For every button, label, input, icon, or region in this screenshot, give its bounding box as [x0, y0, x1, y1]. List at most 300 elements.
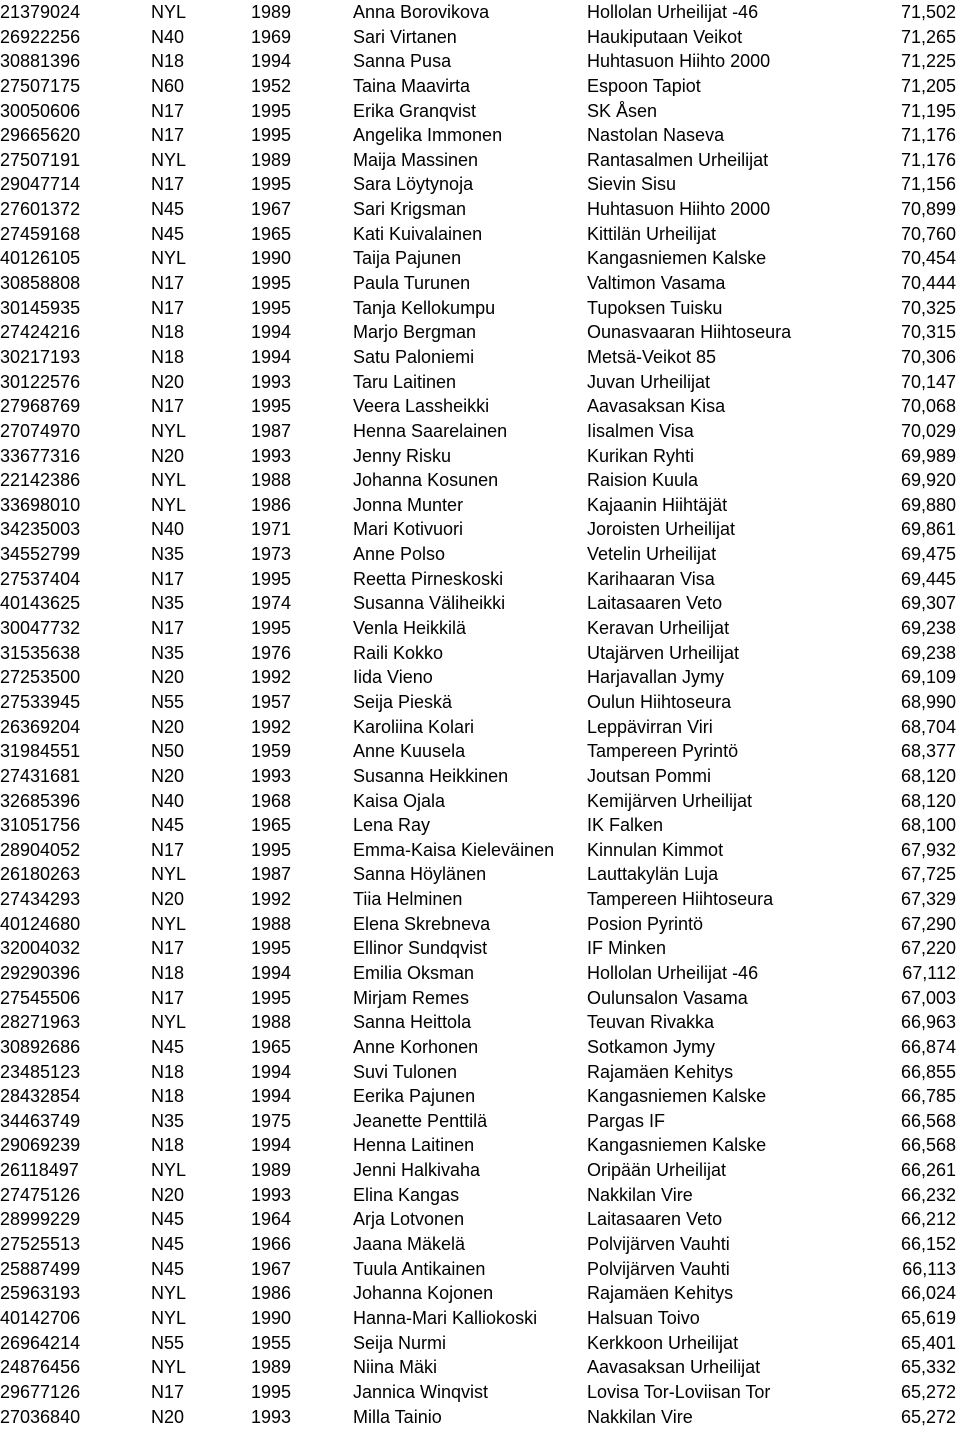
points: 65,272 — [900, 1381, 956, 1402]
club-name: Polvijärven Vauhti — [587, 1234, 730, 1255]
result-row — [0, 1133, 960, 1158]
club-name: Karihaaran Visa — [587, 568, 715, 589]
birth-year: 1995 — [251, 125, 292, 146]
club-name: Oulunsalon Vasama — [587, 987, 748, 1008]
result-row — [0, 986, 960, 1011]
club-name: Teuvan Rivakka — [587, 1012, 715, 1033]
athlete-name: Reetta Pirneskoski — [353, 568, 504, 589]
athlete-name: Jenny Risku — [353, 445, 452, 466]
result-row — [0, 813, 960, 838]
club-name: Iisalmen Visa — [587, 420, 694, 441]
points: 67,329 — [900, 889, 956, 910]
result-row — [0, 271, 960, 296]
points: 66,152 — [900, 1234, 956, 1255]
age-class: NYL — [151, 248, 187, 269]
age-class: N18 — [151, 51, 185, 72]
age-class: N20 — [151, 889, 185, 910]
athlete-name: Seija Nurmi — [353, 1332, 447, 1353]
athlete-name: Henna Saarelainen — [353, 420, 508, 441]
birth-year: 1987 — [251, 864, 292, 885]
member-id: 27434293 — [0, 889, 81, 910]
result-row — [0, 567, 960, 592]
athlete-name: Hanna-Mari Kalliokoski — [353, 1307, 538, 1328]
birth-year: 1976 — [251, 642, 292, 663]
birth-year: 1994 — [251, 322, 292, 343]
age-class: N55 — [151, 691, 185, 712]
age-class: N17 — [151, 396, 185, 417]
athlete-name: Iida Vieno — [353, 667, 433, 688]
age-class: N17 — [151, 125, 185, 146]
club-name: Valtimon Vasama — [587, 273, 726, 294]
club-name: Sievin Sisu — [587, 174, 677, 195]
points: 67,725 — [900, 864, 956, 885]
points: 69,475 — [900, 544, 956, 565]
birth-year: 1965 — [251, 815, 292, 836]
club-name: Oripään Urheilijat — [587, 1160, 727, 1181]
points: 70,306 — [900, 346, 956, 367]
athlete-name: Elena Skrebneva — [353, 913, 491, 934]
athlete-name: Raili Kokko — [353, 642, 444, 663]
club-name: Nastolan Naseva — [587, 125, 725, 146]
age-class: N20 — [151, 1406, 185, 1427]
birth-year: 1993 — [251, 371, 292, 392]
birth-year: 1988 — [251, 470, 292, 491]
athlete-name: Johanna Kojonen — [353, 1283, 494, 1304]
athlete-name: Niina Mäki — [353, 1357, 438, 1378]
age-class: N40 — [151, 26, 185, 47]
club-name: IF Minken — [587, 938, 667, 959]
club-name: Kangasniemen Kalske — [587, 1135, 767, 1156]
member-id: 27459168 — [0, 223, 81, 244]
athlete-name: Kaisa Ojala — [353, 790, 446, 811]
member-id: 40126105 — [0, 248, 81, 269]
points: 70,315 — [900, 322, 956, 343]
age-class: N17 — [151, 100, 185, 121]
points: 66,113 — [902, 1258, 956, 1279]
points: 68,100 — [900, 815, 956, 836]
member-id: 28432854 — [0, 1086, 81, 1107]
points: 71,502 — [900, 2, 956, 22]
points: 67,932 — [900, 839, 956, 860]
age-class: NYL — [151, 913, 187, 934]
club-name: Hollolan Urheilijat -46 — [587, 962, 759, 983]
result-row — [0, 25, 960, 50]
age-class: N55 — [151, 1332, 185, 1353]
athlete-name: Ellinor Sundqvist — [353, 938, 488, 959]
age-class: NYL — [151, 1307, 187, 1328]
points: 66,568 — [900, 1135, 956, 1156]
member-id: 27507191 — [0, 149, 81, 170]
age-class: N40 — [151, 790, 185, 811]
club-name: Harjavallan Jymy — [587, 667, 725, 688]
age-class: N45 — [151, 1234, 185, 1255]
points: 69,989 — [900, 445, 956, 466]
member-id: 34235003 — [0, 519, 81, 540]
club-name: Kerkkoon Urheilijat — [587, 1332, 739, 1353]
athlete-name: Milla Tainio — [353, 1406, 442, 1427]
result-row — [0, 616, 960, 641]
club-name: Rajamäen Kehitys — [587, 1283, 734, 1304]
athlete-name: Sanna Pusa — [353, 51, 452, 72]
athlete-name: Anne Korhonen — [353, 1036, 479, 1057]
athlete-name: Anna Borovikova — [353, 2, 490, 22]
age-class: N17 — [151, 618, 185, 639]
points: 69,445 — [900, 568, 956, 589]
member-id: 28904052 — [0, 839, 81, 860]
athlete-name: Susanna Heikkinen — [353, 765, 509, 786]
athlete-name: Eerika Pajunen — [353, 1086, 476, 1107]
points: 66,568 — [900, 1110, 956, 1131]
athlete-name: Emma-Kaisa Kieleväinen — [353, 839, 555, 860]
club-name: Kittilän Urheilijat — [587, 223, 717, 244]
club-name: Huhtasuon Hiihto 2000 — [587, 51, 771, 72]
points: 66,874 — [900, 1036, 956, 1057]
member-id: 30122576 — [0, 371, 81, 392]
member-id: 30858808 — [0, 273, 81, 294]
result-row — [0, 1084, 960, 1109]
result-row — [0, 99, 960, 124]
result-row — [0, 1257, 960, 1282]
club-name: Espoon Tapiot — [587, 75, 701, 96]
age-class: N35 — [151, 593, 185, 614]
birth-year: 1994 — [251, 51, 292, 72]
points: 66,963 — [900, 1012, 956, 1033]
member-id: 25887499 — [0, 1258, 81, 1279]
birth-year: 1995 — [251, 938, 292, 959]
points: 66,785 — [900, 1086, 956, 1107]
points: 71,176 — [900, 149, 956, 170]
age-class: N17 — [151, 839, 185, 860]
result-row — [0, 789, 960, 814]
birth-year: 1993 — [251, 1406, 292, 1427]
birth-year: 1988 — [251, 1012, 292, 1033]
club-name: Nakkilan Vire — [587, 1184, 693, 1205]
points: 71,156 — [900, 174, 956, 195]
member-id: 40124680 — [0, 913, 81, 934]
athlete-name: Anne Kuusela — [353, 741, 466, 762]
result-row — [0, 1405, 960, 1429]
result-row — [0, 517, 960, 542]
athlete-name: Maija Massinen — [353, 149, 479, 170]
points: 65,332 — [900, 1357, 956, 1378]
club-name: Sotkamon Jymy — [587, 1036, 716, 1057]
member-id: 26922256 — [0, 26, 81, 47]
athlete-name: Angelika Immonen — [353, 125, 503, 146]
age-class: N20 — [151, 765, 185, 786]
athlete-name: Jeanette Penttilä — [353, 1110, 488, 1131]
points: 71,195 — [900, 100, 956, 121]
club-name: Kangasniemen Kalske — [587, 1086, 767, 1107]
athlete-name: Marjo Bergman — [353, 322, 477, 343]
member-id: 23485123 — [0, 1061, 81, 1082]
points: 66,232 — [900, 1184, 956, 1205]
birth-year: 1994 — [251, 346, 292, 367]
points: 71,205 — [900, 75, 956, 96]
member-id: 30050606 — [0, 100, 81, 121]
points: 70,068 — [900, 396, 956, 417]
member-id: 21379024 — [0, 2, 81, 22]
age-class: N17 — [151, 568, 185, 589]
club-name: Pargas IF — [587, 1110, 666, 1131]
birth-year: 1966 — [251, 1234, 292, 1255]
result-row — [0, 715, 960, 740]
age-class: N17 — [151, 273, 185, 294]
athlete-name: Jonna Munter — [353, 494, 464, 515]
age-class: N45 — [151, 1036, 185, 1057]
age-class: N20 — [151, 445, 185, 466]
birth-year: 1989 — [251, 1357, 292, 1378]
birth-year: 1965 — [251, 223, 292, 244]
member-id: 26180263 — [0, 864, 81, 885]
club-name: Polvijärven Vauhti — [587, 1258, 730, 1279]
member-id: 27253500 — [0, 667, 81, 688]
club-name: Kurikan Ryhti — [587, 445, 695, 466]
birth-year: 1995 — [251, 100, 292, 121]
birth-year: 1992 — [251, 716, 292, 737]
birth-year: 1990 — [251, 248, 292, 269]
result-row — [0, 320, 960, 345]
points: 69,238 — [900, 642, 956, 663]
club-name: Raision Kuula — [587, 470, 699, 491]
member-id: 26118497 — [0, 1160, 79, 1181]
birth-year: 1969 — [251, 26, 292, 47]
birth-year: 1968 — [251, 790, 292, 811]
athlete-name: Elina Kangas — [353, 1184, 460, 1205]
age-class: NYL — [151, 420, 187, 441]
points: 67,290 — [900, 913, 956, 934]
member-id: 24876456 — [0, 1357, 81, 1378]
member-id: 29069239 — [0, 1135, 81, 1156]
member-id: 28999229 — [0, 1209, 81, 1230]
birth-year: 1959 — [251, 741, 292, 762]
athlete-name: Jenni Halkivaha — [353, 1160, 481, 1181]
athlete-name: Taija Pajunen — [353, 248, 462, 269]
athlete-name: Tiia Helminen — [353, 889, 463, 910]
birth-year: 1994 — [251, 1086, 292, 1107]
age-class: N35 — [151, 1110, 185, 1131]
birth-year: 1989 — [251, 149, 292, 170]
result-row — [0, 1183, 960, 1208]
result-row — [0, 296, 960, 321]
member-id: 25963193 — [0, 1283, 81, 1304]
member-id: 40142706 — [0, 1307, 81, 1328]
birth-year: 1990 — [251, 1307, 292, 1328]
club-name: Keravan Urheilijat — [587, 618, 730, 639]
member-id: 29665620 — [0, 125, 81, 146]
age-class: NYL — [151, 1283, 187, 1304]
age-class: N20 — [151, 667, 185, 688]
member-id: 40143625 — [0, 593, 81, 614]
club-name: Kinnulan Kimmot — [587, 839, 724, 860]
points: 66,212 — [900, 1209, 956, 1230]
member-id: 27475126 — [0, 1184, 81, 1205]
athlete-name: Arja Lotvonen — [353, 1209, 465, 1230]
birth-year: 1989 — [251, 2, 292, 22]
birth-year: 1995 — [251, 1381, 292, 1402]
member-id: 29047714 — [0, 174, 81, 195]
athlete-name: Sara Löytynoja — [353, 174, 474, 195]
member-id: 27507175 — [0, 75, 81, 96]
result-row — [0, 0, 960, 25]
member-id: 27424216 — [0, 322, 81, 343]
points: 66,261 — [900, 1160, 956, 1181]
club-name: Aavasaksan Urheilijat — [587, 1357, 761, 1378]
athlete-name: Henna Laitinen — [353, 1135, 475, 1156]
member-id: 22142386 — [0, 470, 81, 491]
result-row — [0, 1355, 960, 1380]
club-name: Leppävirran Viri — [587, 716, 713, 737]
points: 70,899 — [900, 199, 956, 220]
member-id: 30047732 — [0, 618, 81, 639]
club-name: Juvan Urheilijat — [587, 371, 711, 392]
result-row — [0, 246, 960, 271]
club-name: Lauttakylän Luja — [587, 864, 719, 885]
result-row — [0, 739, 960, 764]
athlete-name: Susanna Väliheikki — [353, 593, 506, 614]
result-row — [0, 197, 960, 222]
member-id: 30892686 — [0, 1036, 81, 1057]
birth-year: 1964 — [251, 1209, 292, 1230]
result-row — [0, 764, 960, 789]
result-row — [0, 1281, 960, 1306]
age-class: N17 — [151, 987, 185, 1008]
age-class: N18 — [151, 962, 185, 983]
points: 69,861 — [900, 519, 956, 540]
birth-year: 1987 — [251, 420, 292, 441]
birth-year: 1952 — [251, 75, 292, 96]
member-id: 33698010 — [0, 494, 81, 515]
birth-year: 1995 — [251, 839, 292, 860]
athlete-name: Sari Krigsman — [353, 199, 467, 220]
points: 69,238 — [900, 618, 956, 639]
age-class: N45 — [151, 1258, 185, 1279]
result-row — [0, 1331, 960, 1356]
age-class: NYL — [151, 149, 187, 170]
member-id: 29677126 — [0, 1381, 81, 1402]
result-row — [0, 936, 960, 961]
birth-year: 1973 — [251, 544, 292, 565]
age-class: N17 — [151, 174, 185, 195]
club-name: Lovisa Tor-Loviisan Tor — [587, 1381, 771, 1402]
age-class: N18 — [151, 1061, 185, 1082]
age-class: N17 — [151, 297, 185, 318]
result-row — [0, 123, 960, 148]
athlete-name: Emilia Oksman — [353, 962, 475, 983]
birth-year: 1971 — [251, 519, 292, 540]
member-id: 30881396 — [0, 51, 81, 72]
points: 65,272 — [900, 1406, 956, 1427]
athlete-name: Mari Kotivuori — [353, 519, 464, 540]
result-row — [0, 665, 960, 690]
club-name: Hollolan Urheilijat -46 — [587, 2, 759, 22]
age-class: N45 — [151, 1209, 185, 1230]
birth-year: 1992 — [251, 889, 292, 910]
birth-year: 1995 — [251, 273, 292, 294]
result-row — [0, 172, 960, 197]
age-class: NYL — [151, 494, 187, 515]
points: 65,619 — [900, 1307, 956, 1328]
age-class: N35 — [151, 642, 185, 663]
birth-year: 1995 — [251, 297, 292, 318]
athlete-name: Tanja Kellokumpu — [353, 297, 496, 318]
club-name: Rantasalmen Urheilijat — [587, 149, 769, 170]
points: 70,147 — [900, 371, 956, 392]
birth-year: 1955 — [251, 1332, 292, 1353]
athlete-name: Karoliina Kolari — [353, 716, 475, 737]
club-name: Kangasniemen Kalske — [587, 248, 767, 269]
member-id: 26369204 — [0, 716, 81, 737]
member-id: 28271963 — [0, 1012, 81, 1033]
member-id: 27545506 — [0, 987, 81, 1008]
points: 69,109 — [900, 667, 956, 688]
result-row — [0, 493, 960, 518]
birth-year: 1992 — [251, 667, 292, 688]
member-id: 34552799 — [0, 544, 81, 565]
result-row — [0, 887, 960, 912]
member-id: 27525513 — [0, 1234, 81, 1255]
age-class: NYL — [151, 1012, 187, 1033]
points: 67,220 — [900, 938, 956, 959]
club-name: Utajärven Urheilijat — [587, 642, 740, 663]
points: 70,454 — [900, 248, 956, 269]
club-name: Nakkilan Vire — [587, 1406, 693, 1427]
points: 68,704 — [900, 716, 956, 737]
member-id: 31535638 — [0, 642, 81, 663]
result-row — [0, 961, 960, 986]
member-id: 33677316 — [0, 445, 81, 466]
age-class: N17 — [151, 938, 185, 959]
points: 71,225 — [900, 51, 956, 72]
result-row — [0, 1060, 960, 1085]
birth-year: 1967 — [251, 199, 292, 220]
result-row — [0, 1010, 960, 1035]
member-id: 27601372 — [0, 199, 81, 220]
birth-year: 1994 — [251, 962, 292, 983]
member-id: 27537404 — [0, 568, 81, 589]
athlete-name: Jaana Mäkelä — [353, 1234, 466, 1255]
age-class: N18 — [151, 1135, 185, 1156]
member-id: 31051756 — [0, 815, 81, 836]
points: 70,029 — [900, 420, 956, 441]
athlete-name: Sanna Heittola — [353, 1012, 472, 1033]
age-class: N18 — [151, 322, 185, 343]
birth-year: 1994 — [251, 1061, 292, 1082]
member-id: 30217193 — [0, 346, 81, 367]
club-name: Tampereen Pyrintö — [587, 741, 739, 762]
age-class: N40 — [151, 519, 185, 540]
birth-year: 1974 — [251, 593, 292, 614]
birth-year: 1967 — [251, 1258, 292, 1279]
member-id: 31984551 — [0, 741, 81, 762]
athlete-name: Mirjam Remes — [353, 987, 470, 1008]
result-row — [0, 49, 960, 74]
member-id: 27533945 — [0, 691, 81, 712]
birth-year: 1993 — [251, 765, 292, 786]
athlete-name: Johanna Kosunen — [353, 470, 499, 491]
member-id: 32004032 — [0, 938, 81, 959]
points: 68,990 — [900, 691, 956, 712]
result-row — [0, 1035, 960, 1060]
club-name: Huhtasuon Hiihto 2000 — [587, 199, 771, 220]
birth-year: 1995 — [251, 987, 292, 1008]
points: 69,880 — [900, 494, 956, 515]
member-id: 26964214 — [0, 1332, 81, 1353]
result-row — [0, 912, 960, 937]
club-name: Joroisten Urheilijat — [587, 519, 736, 540]
age-class: NYL — [151, 470, 187, 491]
age-class: N20 — [151, 1184, 185, 1205]
athlete-name: Suvi Tulonen — [353, 1061, 458, 1082]
